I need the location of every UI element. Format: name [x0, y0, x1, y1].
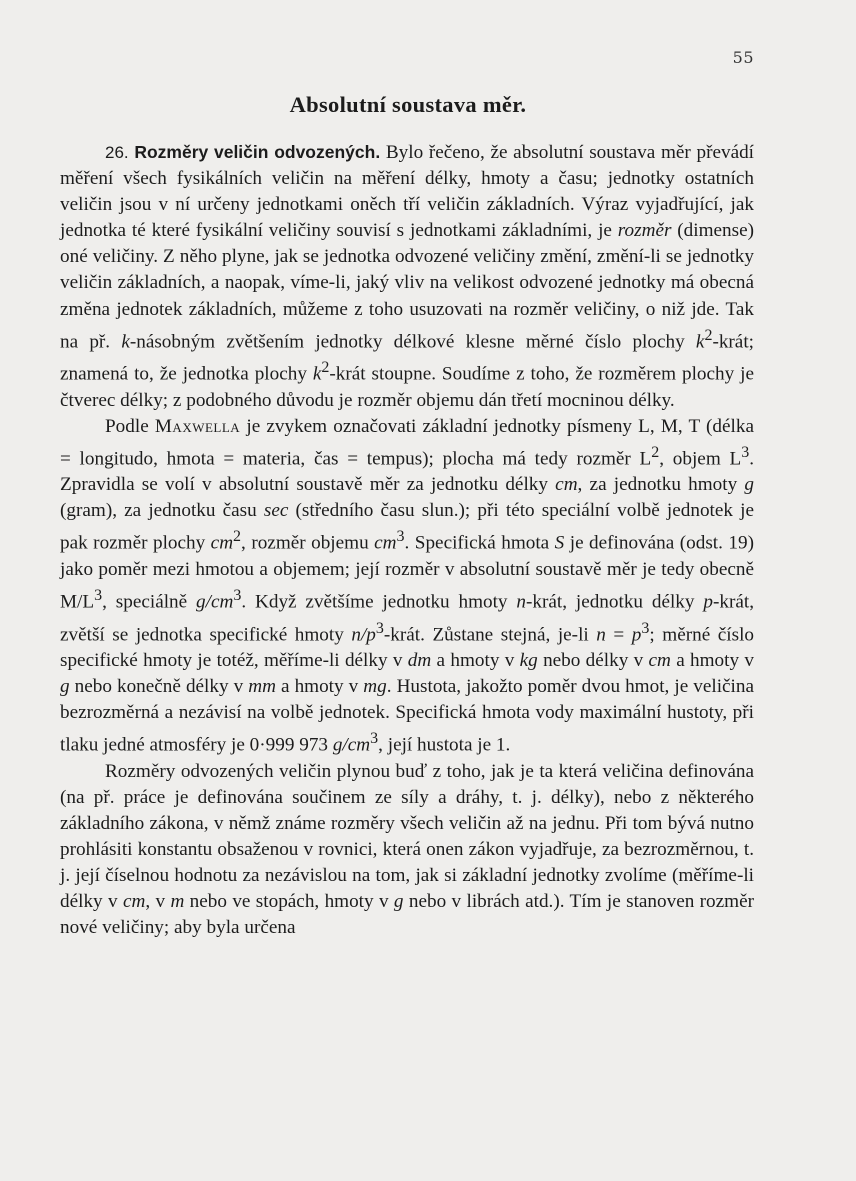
text-run: -násobným zvětšením jednotky délkové klesne měrné číslo plochy [129, 331, 696, 353]
italic-term: cm [555, 474, 578, 496]
italic-term: g [744, 474, 754, 496]
superscript: 3 [641, 619, 650, 637]
text-run: , v [145, 891, 171, 913]
italic-term: S [554, 532, 565, 554]
superscript: 2 [321, 359, 330, 377]
superscript: 2 [233, 528, 242, 546]
italic-term: cm [210, 532, 234, 554]
text-run: nebo délky v [537, 650, 649, 672]
author-name: Maxwella [154, 415, 241, 437]
text-run: je zvykem označovati základní jednotky písmeny L, M, T (délka = longitudo, hmota = materia, čas = tempus); plocha má tedy rozměr L [60, 415, 754, 470]
text-run: . Hustota, jakožto poměr dvou hmot, je veličina bezrozměrná a nezávisí na volbě jednotek. Specifická hmota vody maximální hustoty, při tlaku jedné atmosféry je 0·999 973 [60, 676, 754, 756]
body-text [60, 139, 754, 941]
text-run: Podle [105, 415, 155, 437]
text-run: -krát; znamená to, že jednotka plochy [60, 331, 754, 385]
text-run: (středního času slun.); při této speciální volbě jednotek je pak rozměr plochy [60, 500, 754, 554]
text-run: -krát stoupne. Soudíme z toho, že rozměrem plochy je čtverec délky; z podobného důvodu je rozměr objemu dán třetí mocninou délky. [60, 363, 754, 411]
paragraph-1 [60, 139, 754, 414]
italic-term: g [60, 676, 70, 698]
superscript: 3 [233, 587, 242, 605]
italic-term: rozměr [617, 220, 672, 242]
italic-term: g/cm [196, 591, 234, 613]
italic-term: kg [519, 650, 538, 672]
paragraph-3 [60, 759, 754, 942]
text-run: . Specifická hmota [404, 532, 555, 554]
superscript: 3 [396, 528, 405, 546]
italic-term: n/p [351, 623, 376, 645]
superscript: 3 [375, 619, 384, 637]
italic-term: cm [648, 650, 671, 672]
text-run: . Zpravidla se volí v absolutní soustavě měr za jednotku délky [60, 448, 754, 496]
paragraph-2 [60, 414, 754, 759]
text-run: ; měrné číslo specifické hmoty je totéž, měříme-li délky v [60, 623, 754, 672]
text-run: (gram), za jednotku času [60, 500, 264, 522]
italic-term: cm [374, 532, 397, 554]
text-run: (dimense) oné veličiny. Z něho plyne, jak se jednotka odvozené veličiny změní, změní-li se jednotky veličin základních, a naopak, víme-li, jaký vliv na velikost odvozené jednotky má obecná změna jednotek základních, můžeme z toho usuzovati na rozměr veličiny, o niž jde. Tak na př. [60, 220, 754, 353]
section-number: 26. [105, 143, 129, 162]
text-run: nebo ve stopách, hmoty v [184, 891, 394, 913]
text-run: nebo v librách atd.). Tím je stanoven rozměr nové veličiny; aby byla určena [60, 891, 754, 939]
text-run: , objem L [659, 448, 742, 470]
superscript: 2 [704, 326, 713, 344]
text-run: , její hustota je 1. [378, 734, 511, 756]
italic-term: k [121, 331, 130, 353]
text-run: -krát, jednotku délky [525, 591, 704, 613]
italic-term: mg [363, 676, 387, 698]
italic-term: mm [248, 676, 276, 698]
section-heading: Rozměry veličin odvozených. [134, 142, 381, 162]
page-number: 55 [732, 48, 754, 67]
text-run: nebo konečně délky v [69, 676, 249, 698]
page-title: Absolutní soustava měr. [289, 92, 527, 117]
text-run: -krát, zvětší se jednotka specifické hmoty [60, 591, 754, 645]
superscript: 3 [370, 730, 379, 748]
italic-term: m [170, 891, 185, 913]
text-run: = [605, 623, 632, 645]
text-run: . Když zvětšíme jednotku hmoty [241, 591, 517, 613]
superscript: 3 [741, 443, 750, 461]
italic-term: cm [122, 891, 146, 913]
italic-term: g [393, 891, 404, 913]
text-run: Rozměry odvozených veličin plynou buď z toho, jak je ta která veličina definována (na př. práce je definována součinem ze síly a dráhy, t. j. délky), nebo z některého základního zákona, v němž známe rozměry všech veličin až na jednu. Při tom bývá nutno prohlásiti konstantu obsaženou v rovnici, která onen zákon vyjadřuje, za bezrozměrnou, t. j. její číselnou hodnotu za nezávislou na tom, jak si základní jednotky zvolíme (měříme-li délky v [60, 760, 754, 913]
text-run: a hmoty v [670, 650, 754, 672]
italic-term: p [631, 623, 642, 645]
italic-term: sec [263, 500, 289, 522]
text-run: a hmoty v [431, 650, 520, 672]
superscript: 3 [94, 587, 103, 605]
italic-term: n [596, 623, 606, 645]
text-run: , speciálně [102, 591, 197, 613]
italic-term: p [703, 591, 713, 613]
italic-term: dm [407, 650, 432, 672]
text-run: a hmoty v [275, 676, 364, 698]
text-run: je definována (odst. 19) jako poměr mezi hmotou a objemem; její rozměr v absolutní soustavě měr je tedy obecně M/L [60, 532, 754, 613]
italic-term: k [312, 363, 322, 385]
italic-term: g/cm [332, 734, 371, 756]
italic-term: k [695, 331, 705, 353]
italic-term: n [516, 591, 526, 613]
text-run: Bylo řečeno, že absolutní soustava měr převádí měření všech fysikálních veličin na měření délky, hmoty a času; jednotky ostatních veličin jsou v ní určeny jednotkami oněch tří veličin základních. Výraz vyjadřující, jak jednotka té které fysikální veličiny souvisí s jednotkami základními, je [60, 142, 755, 242]
text-run: , za jednotku hmoty [577, 474, 745, 496]
superscript: 2 [651, 443, 660, 461]
text-run: , rozměr objemu [241, 532, 375, 554]
text-run: -krát. Zůstane stejná, je-li [383, 623, 597, 645]
